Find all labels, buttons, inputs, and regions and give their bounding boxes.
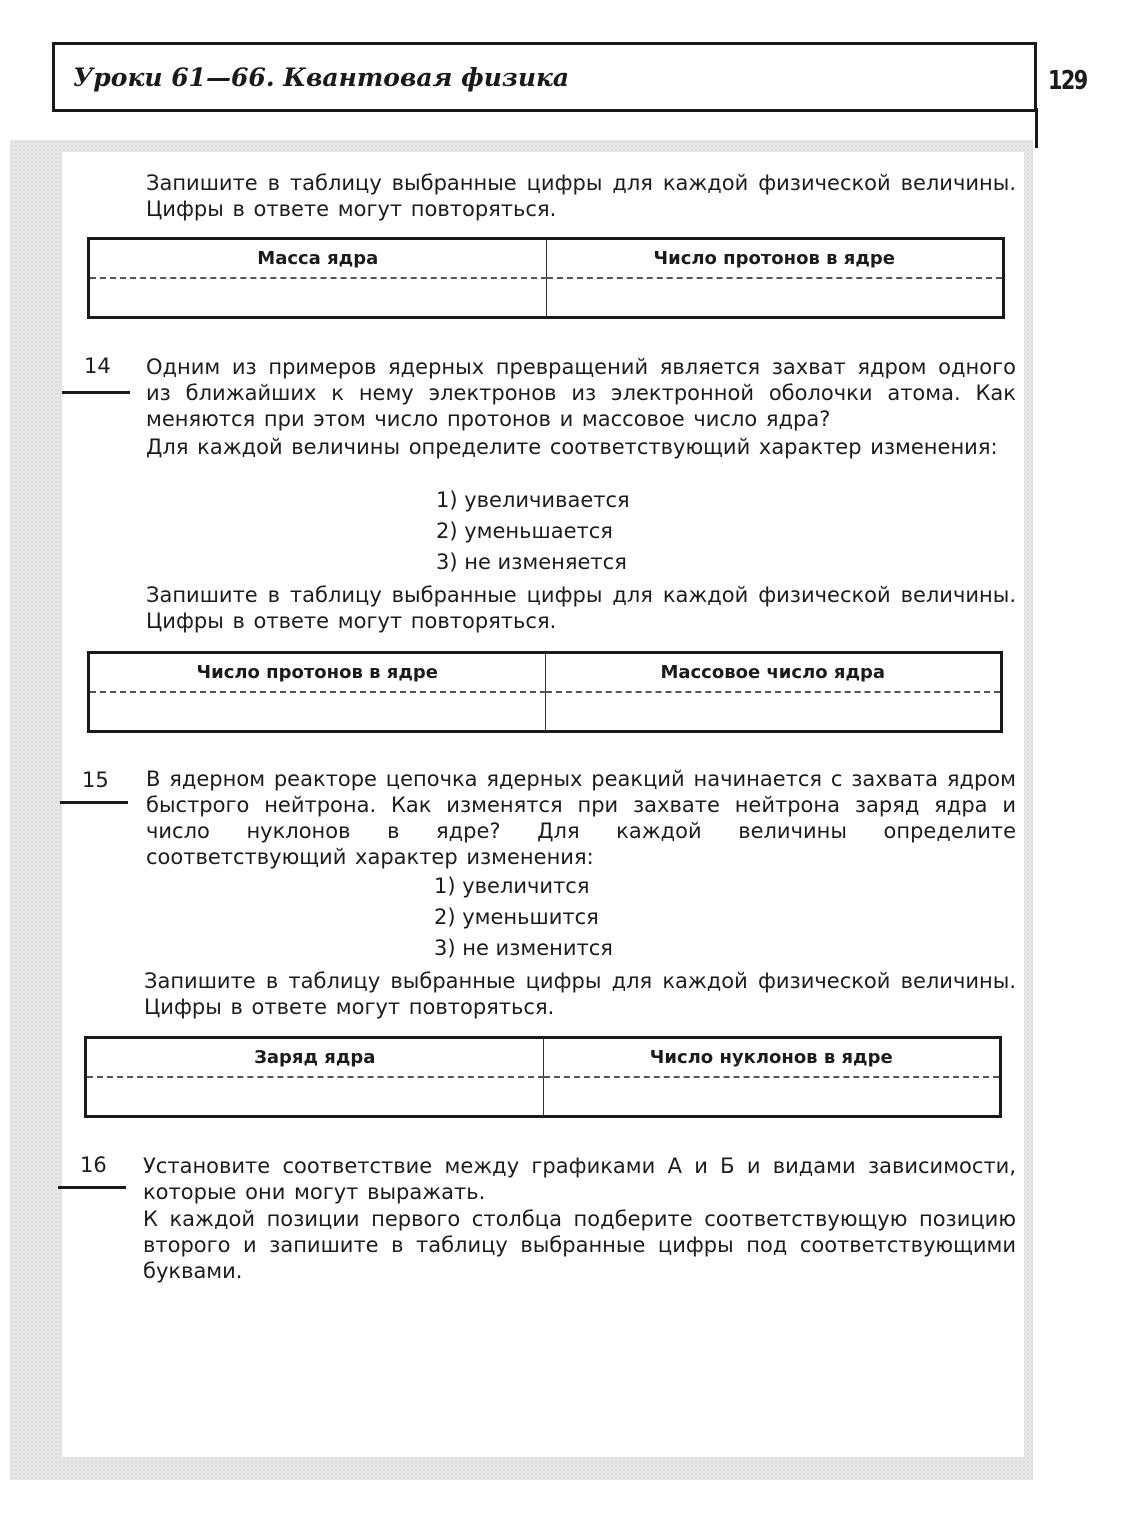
header-rule (1035, 108, 1038, 148)
question-number-15: 15 (82, 768, 109, 792)
question-16-text-2: К каждой позиции первого столбца подберите соответствующую позицию второго и запишите в таблицу выбранные цифры под соответствующими буквами. (143, 1207, 1016, 1283)
question-marker-line (58, 1186, 126, 1189)
question-16-text: Установите соответствие между графиками А и Б и видами зависимости, которые они могут выражать. (143, 1154, 1016, 1204)
question-14-text-2: Для каждой величины определите соответствующий характер изменения: (146, 435, 998, 459)
answer-cell[interactable] (89, 278, 547, 318)
question-marker-line (60, 801, 128, 804)
question-15-instruction: Запишите в таблицу выбранные цифры для каждой физической величины. Цифры в ответе могут повторяться. (144, 969, 1016, 1019)
option-1: 1) увеличится (434, 874, 590, 898)
question-14-text: Одним из примеров ядерных превращений является захват ядром одного из ближайших к нему электронов из электронной оболочки атома. Как меняются при этом число протонов и массовое число ядра? (146, 355, 1016, 431)
question-marker-line (62, 391, 130, 394)
answer-cell[interactable] (86, 1077, 544, 1117)
question-15-text: В ядерном реакторе цепочка ядерных реакций начинается с захвата ядром быстрого нейтрона. Как изменятся при захвате нейтрона заряд ядра и число нуклонов в ядре? Для каждой величины определите соответствующий характер изменения: (146, 767, 1016, 869)
table-header-cell: Число протонов в ядре (546, 239, 1004, 279)
table-header-cell: Число протонов в ядре (89, 653, 546, 693)
table-header-cell: Масса ядра (89, 239, 547, 279)
answer-cell[interactable] (543, 1077, 1001, 1117)
table-header-cell: Заряд ядра (86, 1038, 544, 1078)
table-header-cell: Число нуклонов в ядре (543, 1038, 1001, 1078)
answer-cell[interactable] (546, 278, 1004, 318)
answer-table-14 (87, 651, 1003, 733)
table-header-cell: Массовое число ядра (545, 653, 1002, 693)
answer-cell[interactable] (89, 692, 546, 732)
option-2: 2) уменьшится (434, 905, 599, 929)
chapter-header (52, 42, 1037, 112)
option-1: 1) увеличивается (436, 488, 630, 512)
page-number: 129 (1048, 66, 1087, 96)
answer-cell[interactable] (545, 692, 1002, 732)
question-number-14: 14 (84, 354, 111, 378)
option-2: 2) уменьшается (436, 519, 613, 543)
chapter-title: Уроки 61—66. Квантовая физика (73, 63, 570, 92)
question-number-16: 16 (80, 1153, 107, 1177)
answer-table-top (87, 237, 1005, 319)
option-3: 3) не изменяется (436, 550, 627, 574)
question-14-instruction: Запишите в таблицу выбранные цифры для каждой физической величины. Цифры в ответе могут повторяться. (146, 583, 1016, 633)
answer-table-15 (84, 1036, 1002, 1118)
option-3: 3) не изменится (434, 936, 613, 960)
top-instruction: Запишите в таблицу выбранные цифры для каждой физической величины. Цифры в ответе могут повторяться. (146, 171, 1016, 221)
